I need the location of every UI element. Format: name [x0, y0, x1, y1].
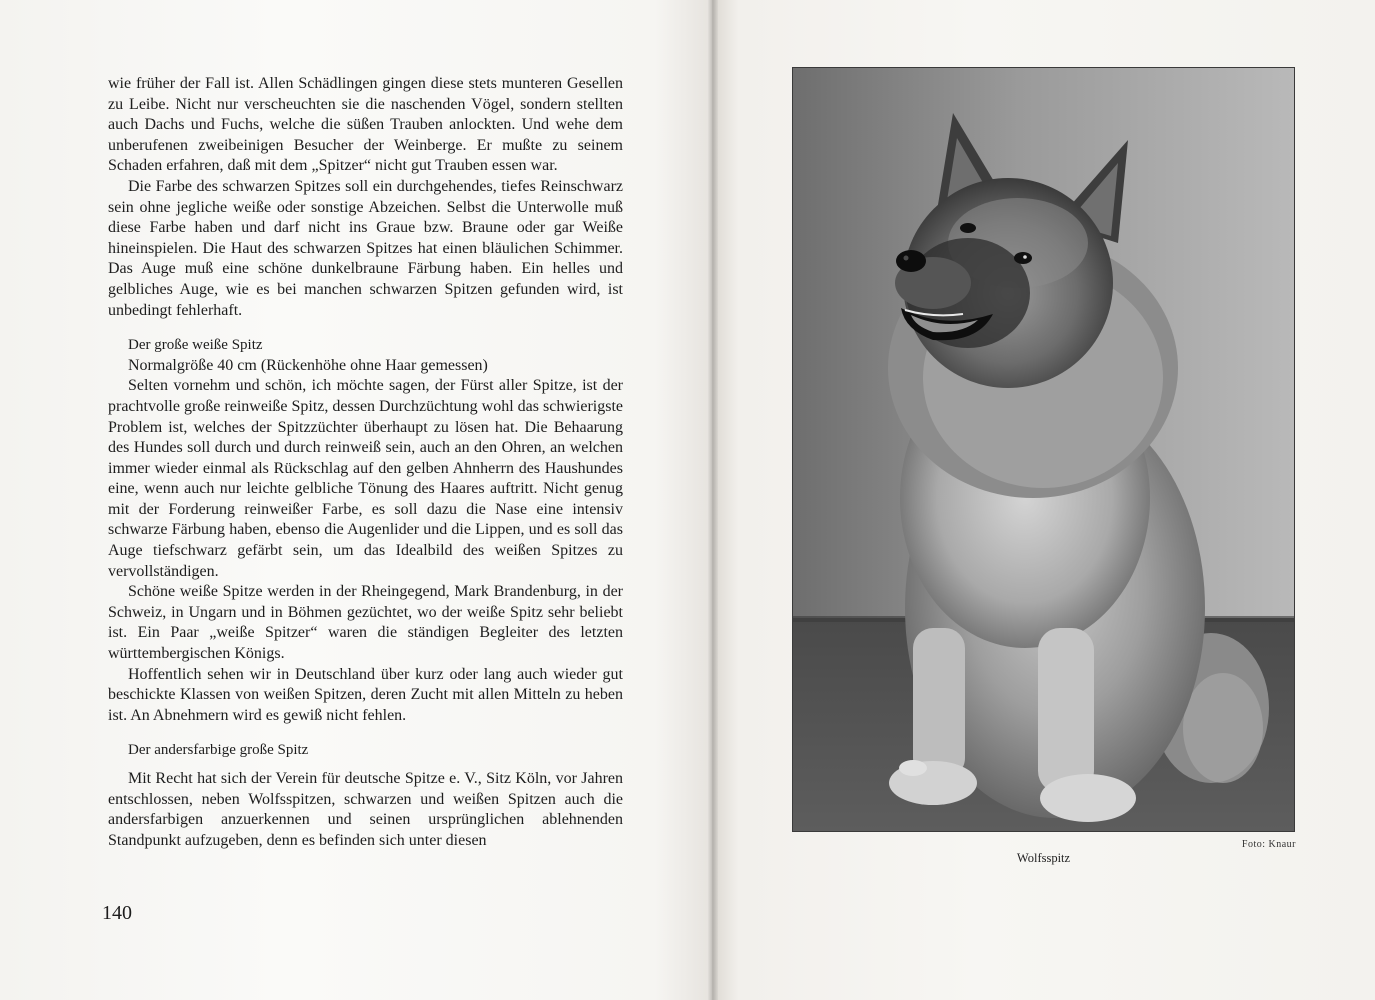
- paragraph: Hoffentlich sehen wir in Deutschland über kurz oder lang auch wieder gut beschickte Klassen von weißen Spitzen, deren Zucht mit allen Mitteln zu heben ist. An Abnehmern wird es gewiß nicht fehlen.: [108, 665, 623, 724]
- paragraph: Schöne weiße Spitze werden in der Rheingegend, Mark Brandenburg, in der Schweiz, in Ungarn und in Böhmen gezüchtet, wo der weiße Spitz sehr beliebt ist. Ein Paar „weiße Spitzer“ waren die ständigen Begleiter des letzten württembergischen Königs.: [108, 583, 623, 663]
- section-heading: Der andersfarbige große Spitz: [128, 742, 309, 759]
- photo-credit: Foto: Knaur: [1241, 839, 1296, 850]
- dog-photograph: [793, 68, 1294, 831]
- body-text-column: [108, 74, 623, 851]
- paragraph: Selten vornehm und schön, ich möchte sagen, der Fürst aller Spitze, ist der prachtvolle große reinweiße Spitz, dessen Durchzüchtung wohl das schwierigste Problem ist, welches der Spitzzüchter überhaupt zu lösen hat. Die Behaarung des Hundes soll durch und durch reinweiß sein, auch an den Ohren, an welchen immer wieder einmal als Rückschlag auf den gelben Ahnherrn des Haushundes eine, wenn auch nur leichte gelbliche Tönung des Haares auftritt. Nicht genug mit der Forderung reinweißer Farbe, es soll dazu die Nase eine intensiv schwarze Färbung haben, ebenso die Augenlider und die Lippen, und es soll das Auge tiefschwarz gefärbt sein, um das Idealbild des weißen Spitzes zu vervollständigen.: [108, 377, 623, 580]
- wolfsspitz-photo-illustration: [793, 68, 1294, 831]
- paragraph: wie früher der Fall ist. Allen Schädlingen gingen diese stets munteren Gesellen zu Leibe. Nicht nur verscheuchten sie die naschenden Vögel, sondern stellten auch Dachs und Fuchs, welche die süßen Trauben anlockten. Und wehe dem unberufenen zweibeinigen Besucher der Weinberge. Er mußte zu seinem Schaden erfahren, daß mit dem „Spitzer“ nicht gut Trauben essen war.: [108, 75, 623, 175]
- book-gutter: [708, 0, 718, 1000]
- paragraph: Mit Recht hat sich der Verein für deutsche Spitze e. V., Sitz Köln, vor Jahren entschlossen, neben Wolfsspitzen, schwarzen und weißen Spitzen auch die andersfarbigen anzuerkennen und seinen ursprünglichen ablehnenden Standpunkt aufzugeben, denn es befinden sich unter diesen: [108, 770, 623, 849]
- section-heading: Der große weiße Spitz: [128, 337, 263, 354]
- section-subheading: Normalgröße 40 cm (Rückenhöhe ohne Haar gemessen): [128, 356, 488, 374]
- page-number: 140: [102, 902, 132, 924]
- photo-caption: Wolfsspitz: [1016, 851, 1071, 865]
- paragraph: Die Farbe des schwarzen Spitzes soll ein durchgehendes, tiefes Reinschwarz sein ohne jegliche weiße oder sonstige Abzeichen. Selbst die Unterwolle muß diese Farbe haben und darf nicht ins Graue bzw. Braune oder gar Weiße hineinspielen. Die Haut des schwarzen Spitzes hat einen bläulichen Schimmer. Das Auge muß eine schöne dunkelbraune Färbung haben. Ein helles und gelbliches Auge, wie es bei manchen schwarzen Spitzen gefunden wird, ist unbedingt fehlerhaft.: [108, 177, 623, 319]
